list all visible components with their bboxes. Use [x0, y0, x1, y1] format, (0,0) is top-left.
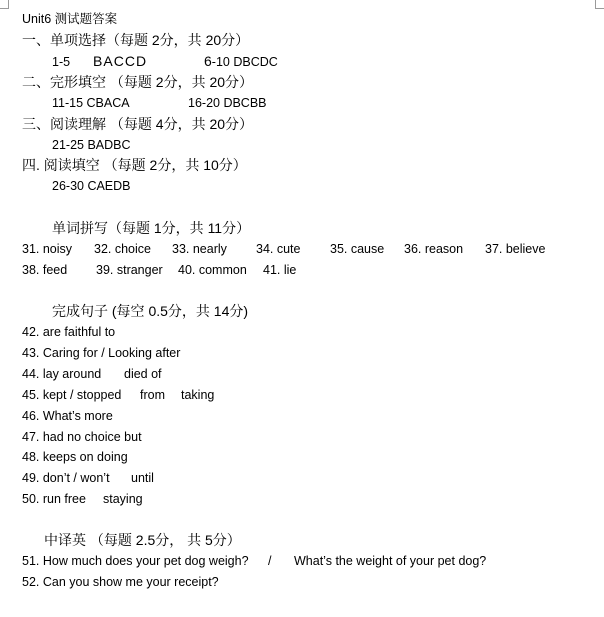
spelling-item: 40. common — [178, 263, 247, 277]
spelling-item: 38. feed — [22, 263, 68, 277]
spelling-item: 34. cute — [256, 242, 301, 256]
section-1-range-2-number: 6 — [204, 53, 212, 69]
sentence-item-45-blank-3: taking — [181, 388, 215, 402]
section-1-answers — [52, 53, 147, 70]
spelling-item: 41. lie — [263, 263, 297, 277]
sentence-item-47: 47. had no choice but — [22, 430, 142, 444]
spelling-item: 39. stranger — [96, 263, 163, 277]
spelling-item: 35. cause — [330, 242, 385, 256]
sentence-item-50: 50. run free — [22, 492, 86, 506]
sentence-item-48: 48. keeps on doing — [22, 450, 128, 464]
section-4-heading: 四. 阅读填空 （每题 2分，共 10分） — [22, 157, 247, 173]
sentence-item-42: 42. are faithful to — [22, 325, 116, 339]
crop-mark-top-right — [595, 0, 604, 9]
section-1-range-1: 1-5 — [52, 55, 71, 69]
sentence-item-45-blank-2: from — [140, 388, 165, 402]
spelling-item: 37. believe — [485, 242, 546, 256]
spelling-item: 32. choice — [94, 242, 151, 256]
section-3-heading: 三、阅读理解 （每题 4分，共 20分） — [22, 116, 254, 132]
crop-mark-top-left — [0, 0, 9, 9]
sentence-item-45: 45. kept / stopped — [22, 388, 122, 402]
spelling-heading: 单词拼写（每题 1分，共 11分） — [52, 220, 251, 236]
page-title: Unit6 测试题答案 — [22, 12, 118, 26]
section-4-answers: 26-30 CAEDB — [52, 179, 131, 193]
section-2-answers-2: 16-20 DBCBB — [188, 96, 267, 110]
sentence-item-50-blank-2: staying — [103, 492, 143, 506]
translation-item-51: 51. How much does your pet dog weigh? — [22, 554, 249, 568]
spelling-item: 31. noisy — [22, 242, 73, 256]
spelling-item: 36. reason — [404, 242, 464, 256]
translation-item-52: 52. Can you show me your receipt? — [22, 575, 219, 589]
sentence-item-44-blank-2: died of — [124, 367, 162, 381]
section-1-range-2-rest: -10 DBCDC — [211, 55, 278, 69]
sentence-item-49: 49. don’t / won’t — [22, 471, 110, 485]
sentence-item-44: 44. lay around — [22, 367, 102, 381]
section-3-answers: 21-25 BADBC — [52, 138, 131, 152]
sentence-item-49-blank-2: until — [131, 471, 154, 485]
sentence-item-43: 43. Caring for / Looking after — [22, 346, 181, 360]
section-1-answers-2 — [204, 53, 278, 70]
translation-heading: 中译英 （每题 2.5分， 共 5分） — [44, 532, 241, 548]
sentence-item-46: 46. What’s more — [22, 409, 113, 423]
translation-item-51-alternative: What’s the weight of your pet dog? — [294, 554, 487, 568]
sentences-heading: 完成句子 (每空 0.5分，共 14分) — [52, 303, 249, 319]
section-2-heading: 二、完形填空 （每题 2分，共 20分） — [22, 74, 254, 90]
section-1-answers-1: BACCD — [93, 53, 148, 69]
spelling-item: 33. nearly — [172, 242, 227, 256]
section-1-heading: 一、单项选择（每题 2分，共 20分） — [22, 32, 250, 48]
translation-item-51-separator: / — [268, 554, 272, 568]
section-2-answers-1: 11-15 CBACA — [52, 96, 130, 110]
